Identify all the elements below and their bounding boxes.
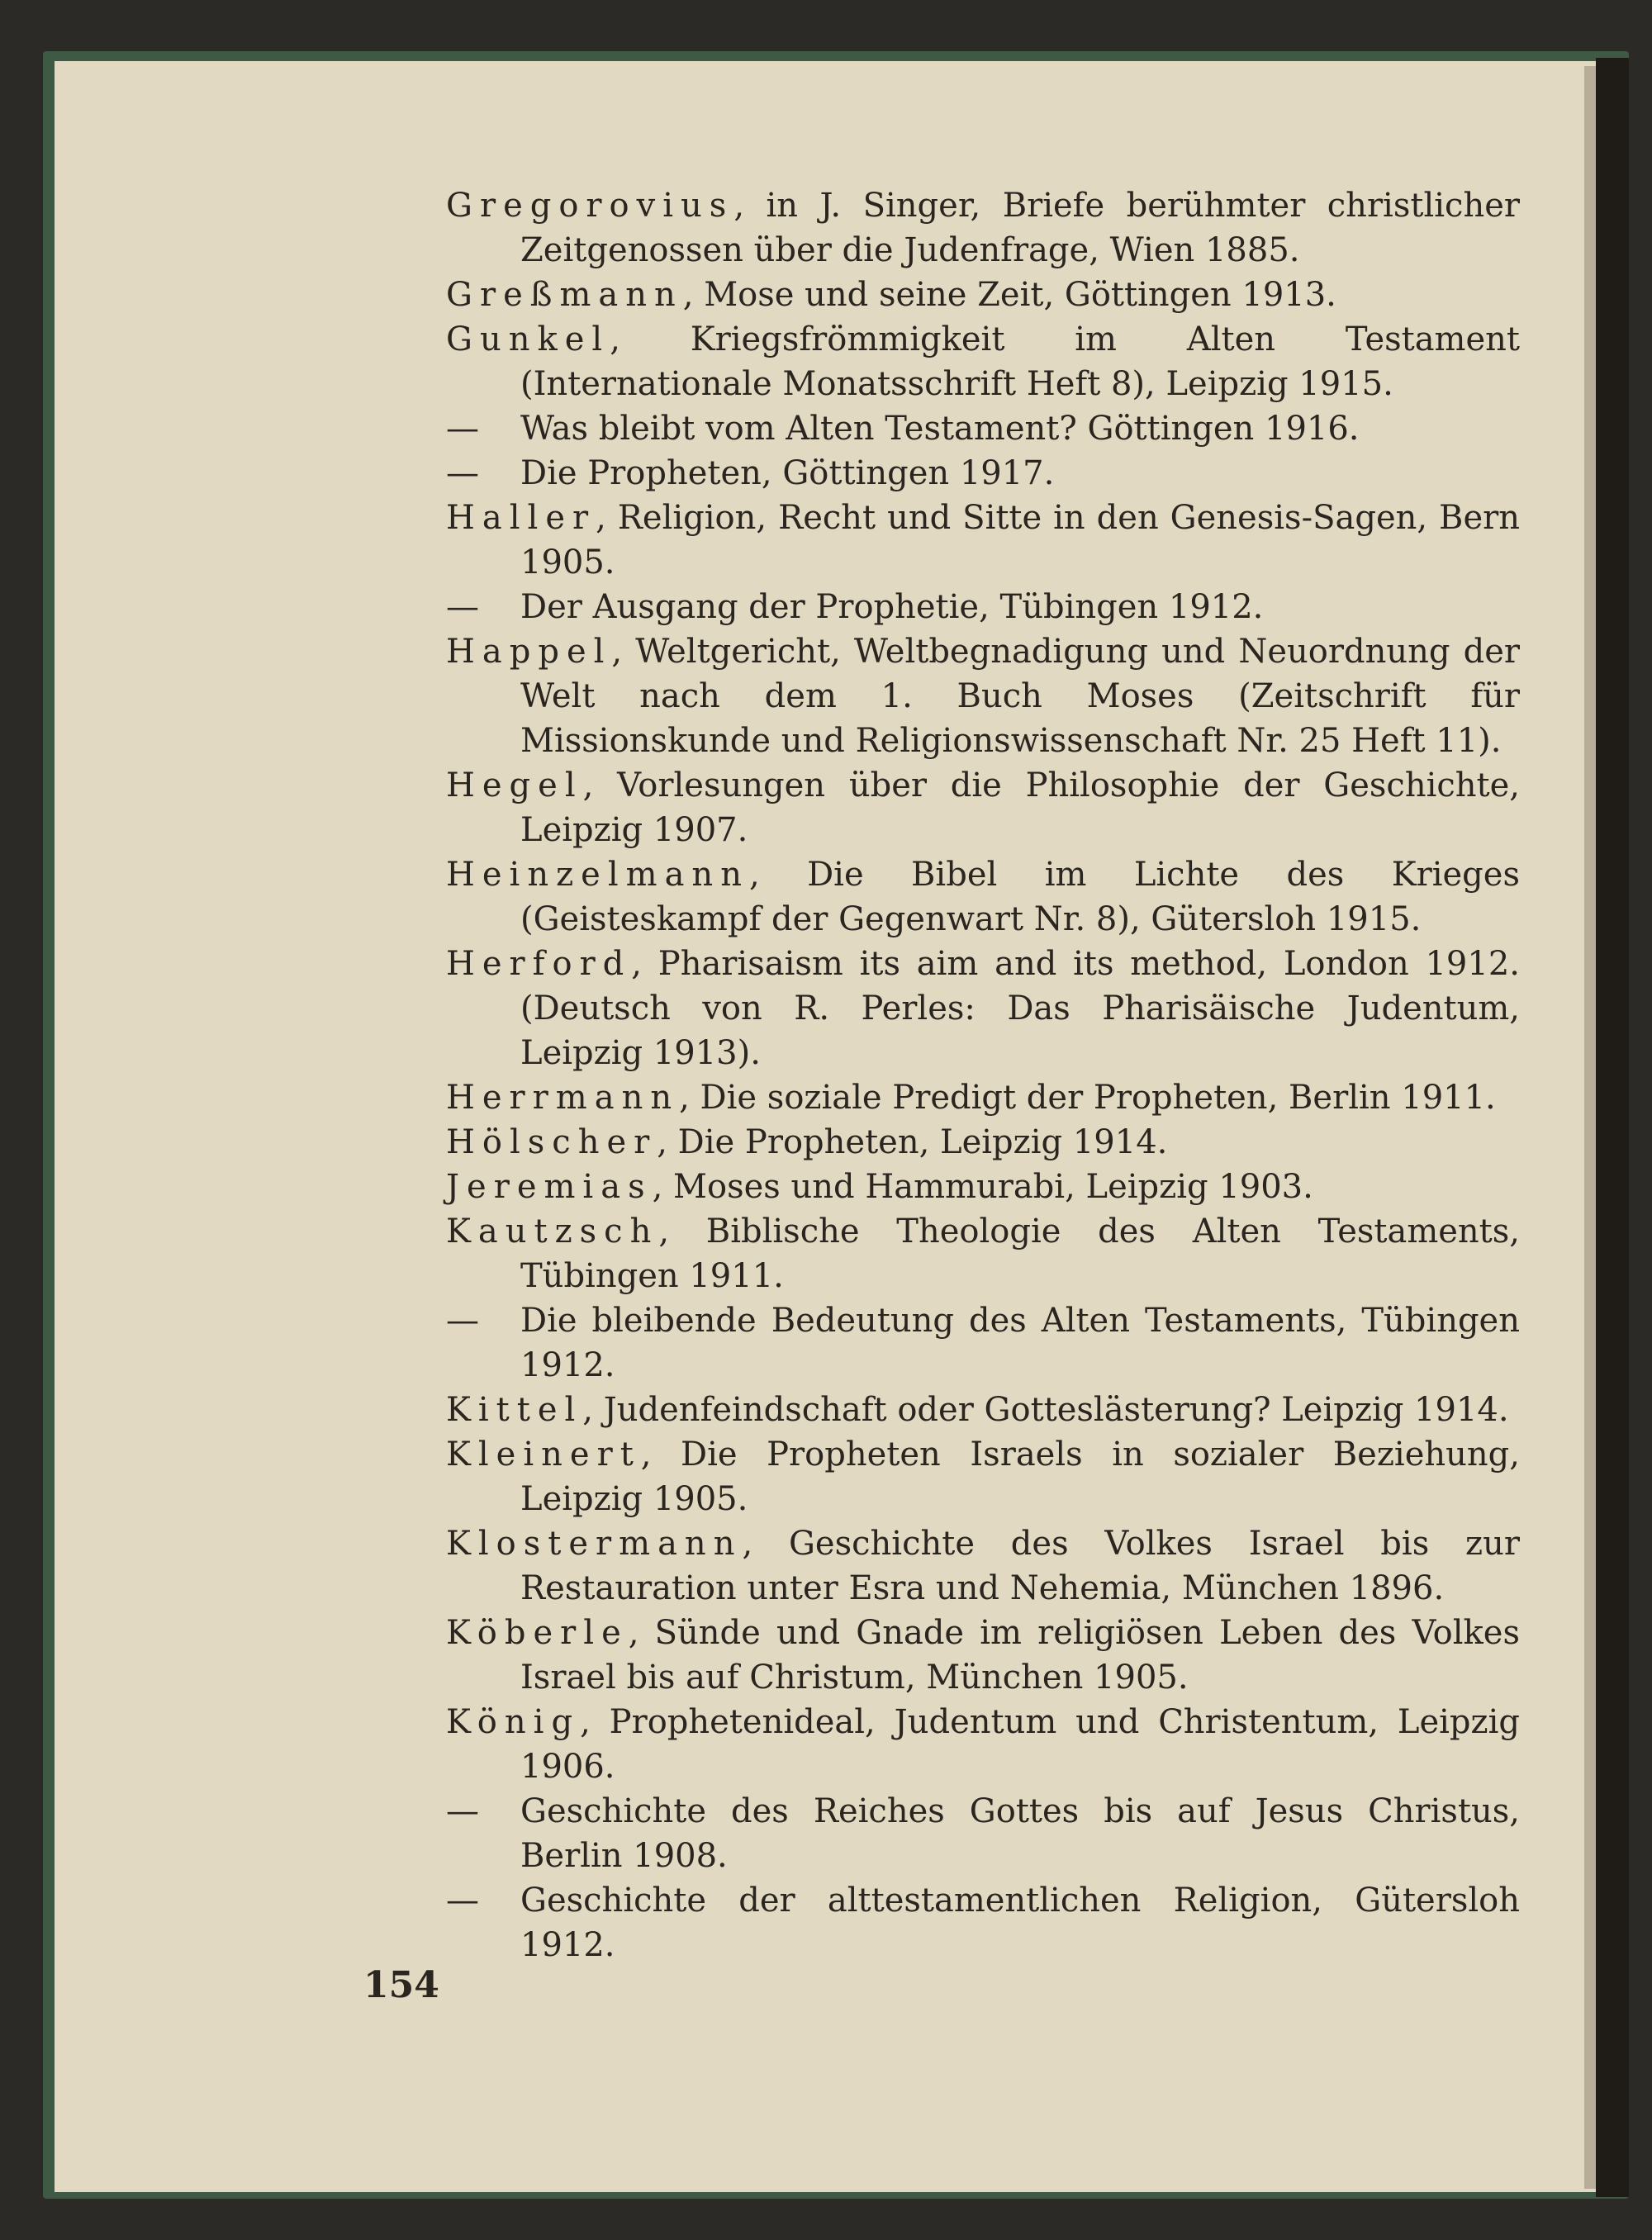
entry-text: Geschichte des Reiches Gottes bis auf Jesus Christus, Berlin 1908. [520,1792,1520,1875]
bibliography-entry [446,1388,1520,1432]
entry-author: König [446,1703,581,1741]
bibliography-entry [446,1611,1520,1700]
entry-author: Gunkel [446,320,610,358]
entry-text: , Mose und seine Zeit, Göttingen 1913. [682,276,1336,314]
bibliography-entry [446,1075,1520,1120]
bibliography-list [446,183,1520,1967]
bibliography-entry [446,1700,1520,1789]
entry-text: , Die soziale Predigt der Propheten, Berlin 1911. [679,1079,1496,1117]
entry-text: Was bleibt vom Alten Testament? Göttingen 1916. [520,410,1360,448]
entry-text: , Die Bibel im Lichte des Krieges (Geisteskampf der Gegenwart Nr. 8), Gütersloh 1915. [520,856,1520,938]
entry-author: Jeremias [446,1168,653,1206]
entry-author: Kautzsch [446,1213,659,1251]
entry-author: Kleinert [446,1436,641,1474]
entry-author: Hegel [446,766,583,804]
entry-author: Haller [446,499,596,537]
book-gutter [1596,58,1629,2197]
bibliography-entry [446,585,1520,629]
entry-author: Klostermann [446,1525,743,1563]
bibliography-entry [446,317,1520,406]
bibliography-entry [446,1298,1520,1388]
ditto-dash: — [446,1792,479,1830]
entry-text: , Pharisaism its aim and its method, London 1912. (Deutsch von R. Perles: Das Pharisäische Judentum, Leipzig 1913). [520,945,1520,1072]
bibliography-entry [446,406,1520,451]
bibliography-entry [446,852,1520,942]
entry-text: Geschichte der alttestamentlichen Religion, Gütersloh 1912. [520,1882,1520,1964]
bibliography-entry [446,942,1520,1075]
entry-text: , Weltgericht, Weltbegnadigung und Neuordnung der Welt nach dem 1. Buch Moses (Zeitschrift für Missionskunde und Religionswissenschaft Nr. 25 Heft 11). [520,633,1520,760]
entry-text: , Moses und Hammurabi, Leipzig 1903. [652,1168,1313,1206]
entry-text: , in J. Singer, Briefe berühmter christlicher Zeitgenossen über die Judenfrage, Wien 1885. [520,187,1520,269]
entry-author: Heinzelmann [446,856,749,894]
ditto-dash: — [446,1882,479,1920]
bibliography-entry [446,629,1520,763]
page-number: 154 [363,1964,439,2006]
entry-author: Kittel [446,1391,583,1429]
entry-text: , Vorlesungen über die Philosophie der Geschichte, Leipzig 1907. [520,766,1520,849]
ditto-dash: — [446,588,479,626]
bibliography-entry [446,1209,1520,1298]
entry-author: Herford [446,945,632,983]
entry-author: Happel [446,633,612,671]
ditto-dash: — [446,454,479,492]
entry-text: , Religion, Recht und Sitte in den Genesis-Sagen, Bern 1905. [520,499,1520,581]
entry-author: Herrmann [446,1079,680,1117]
bibliography-entry [446,1878,1520,1967]
bibliography-entry [446,451,1520,496]
bibliography-entry [446,763,1520,852]
entry-text: , Geschichte des Volkes Israel bis zur Restauration unter Esra und Nehemia, München 1896. [520,1525,1520,1607]
bibliography-entry [446,1165,1520,1209]
entry-author: Gregorovius [446,187,734,225]
entry-text: , Prophetenideal, Judentum und Christentum, Leipzig 1906. [520,1703,1520,1786]
entry-text: Die Propheten, Göttingen 1917. [520,454,1055,492]
bibliography-entry [446,183,1520,273]
bibliography-entry [446,496,1520,585]
bibliography-entry [446,1521,1520,1611]
bibliography-entry [446,1789,1520,1878]
bibliography-entry [446,1120,1520,1165]
entry-text: , Sünde und Gnade im religiösen Leben des Volkes Israel bis auf Christum, München 1905. [520,1614,1520,1697]
bibliography-entry [446,273,1520,317]
entry-author: Hölscher [446,1123,657,1161]
entry-author: Köberle [446,1614,629,1652]
entry-text: , Die Propheten Israels in sozialer Beziehung, Leipzig 1905. [520,1436,1520,1518]
ditto-dash: — [446,410,479,448]
entry-text: Die bleibende Bedeutung des Alten Testaments, Tübingen 1912. [520,1302,1520,1384]
entry-text: , Die Propheten, Leipzig 1914. [657,1123,1168,1161]
entry-text: , Judenfeindschaft oder Gotteslästerung? Leipzig 1914. [582,1391,1509,1429]
entry-text: Der Ausgang der Prophetie, Tübingen 1912. [520,588,1264,626]
entry-text: , Kriegsfrömmigkeit im Alten Testament (Internationale Monatsschrift Heft 8), Leipzig 1915. [520,320,1520,403]
entry-text: , Biblische Theologie des Alten Testaments, Tübingen 1911. [520,1213,1520,1295]
ditto-dash: — [446,1302,479,1340]
entry-author: Greßmann [446,276,683,314]
bibliography-entry [446,1432,1520,1521]
